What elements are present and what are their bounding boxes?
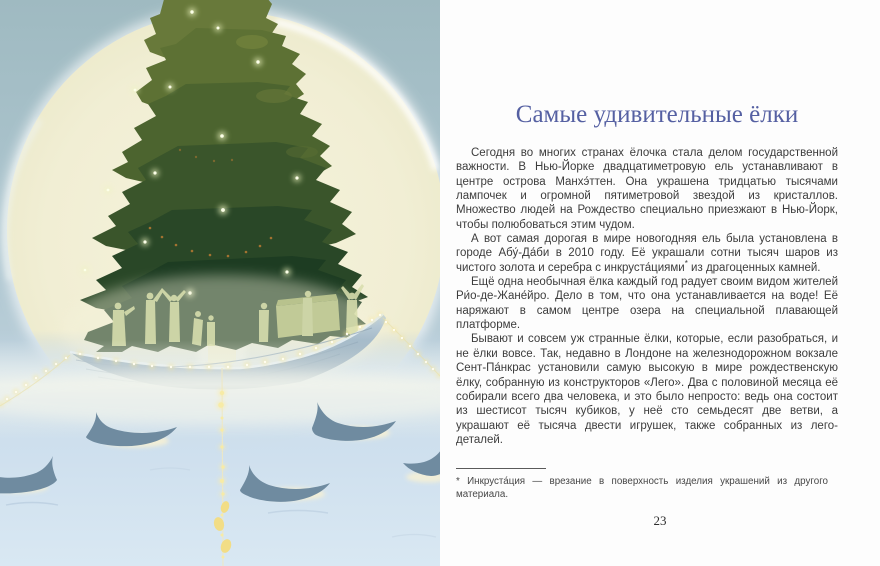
paragraph-2-text-end: из драгоценных камней. <box>687 261 821 274</box>
footnote <box>456 468 828 501</box>
text-page <box>440 0 880 566</box>
footnote-reference-asterisk: * <box>684 258 688 268</box>
paragraph-4: Бывают и совсем уж странные ёлки, которые, если разобраться, и не ёлки вовсе. Так, недавно в Лондоне на железнодорожном вокзале Сент-Па́нкрас установили самую высокую в мире рождественскую ёлку, собранную из конструкторов «Лего». Два с половиной месяца её собирали всего два человека, и это было непросто: ведь она состоит из шестисот тысяч кубиков, у неё сто семьдесят две ветви, а украшают её тысяча двести игрушек, также собранных из лего-деталей. <box>456 333 838 446</box>
paragraph-2-text: А вот самая дорогая в мире новогодняя ель была установлена в городе Абу́-Да́би в 2010 году. Её украшали сотни тысяч шаров из чистого золота и серебра с инкруста́циями <box>456 233 838 274</box>
page-number: 23 <box>653 513 667 528</box>
footnote-text <box>456 475 828 501</box>
footnote-marker: * <box>456 476 460 487</box>
mist-glow <box>0 372 440 424</box>
paragraph-1: Сегодня во многих странах ёлочка стала делом государственной важности. В Нью-Йорке двадцатиметровую ель устанавливают в центре острова Манхэ́ттен. Она украшена тридцатью тысячами лампочек и огромной пятиметровой звездой из кристаллов. Множество людей на Рождество специально приезжают в Нью-Йорк, чтобы полюбоваться этим чудом. <box>456 147 838 231</box>
footnote-divider <box>456 468 546 469</box>
footnote-definition: Инкруста́ция — врезание в поверхность изделия украшений из другого материала. <box>456 476 828 500</box>
page-title: Самые удивительные ёлки <box>515 101 799 128</box>
body-text <box>456 146 838 447</box>
paragraph-2 <box>456 232 838 275</box>
paragraph-3: Ещё одна необычная ёлка каждый год радует своим видом жителей Ри́о-де-Жане́йро. Дело в том, что она устанавливается на воде! Её наряжают в самом центре озера на специальной плавающей платформе. <box>456 276 838 332</box>
